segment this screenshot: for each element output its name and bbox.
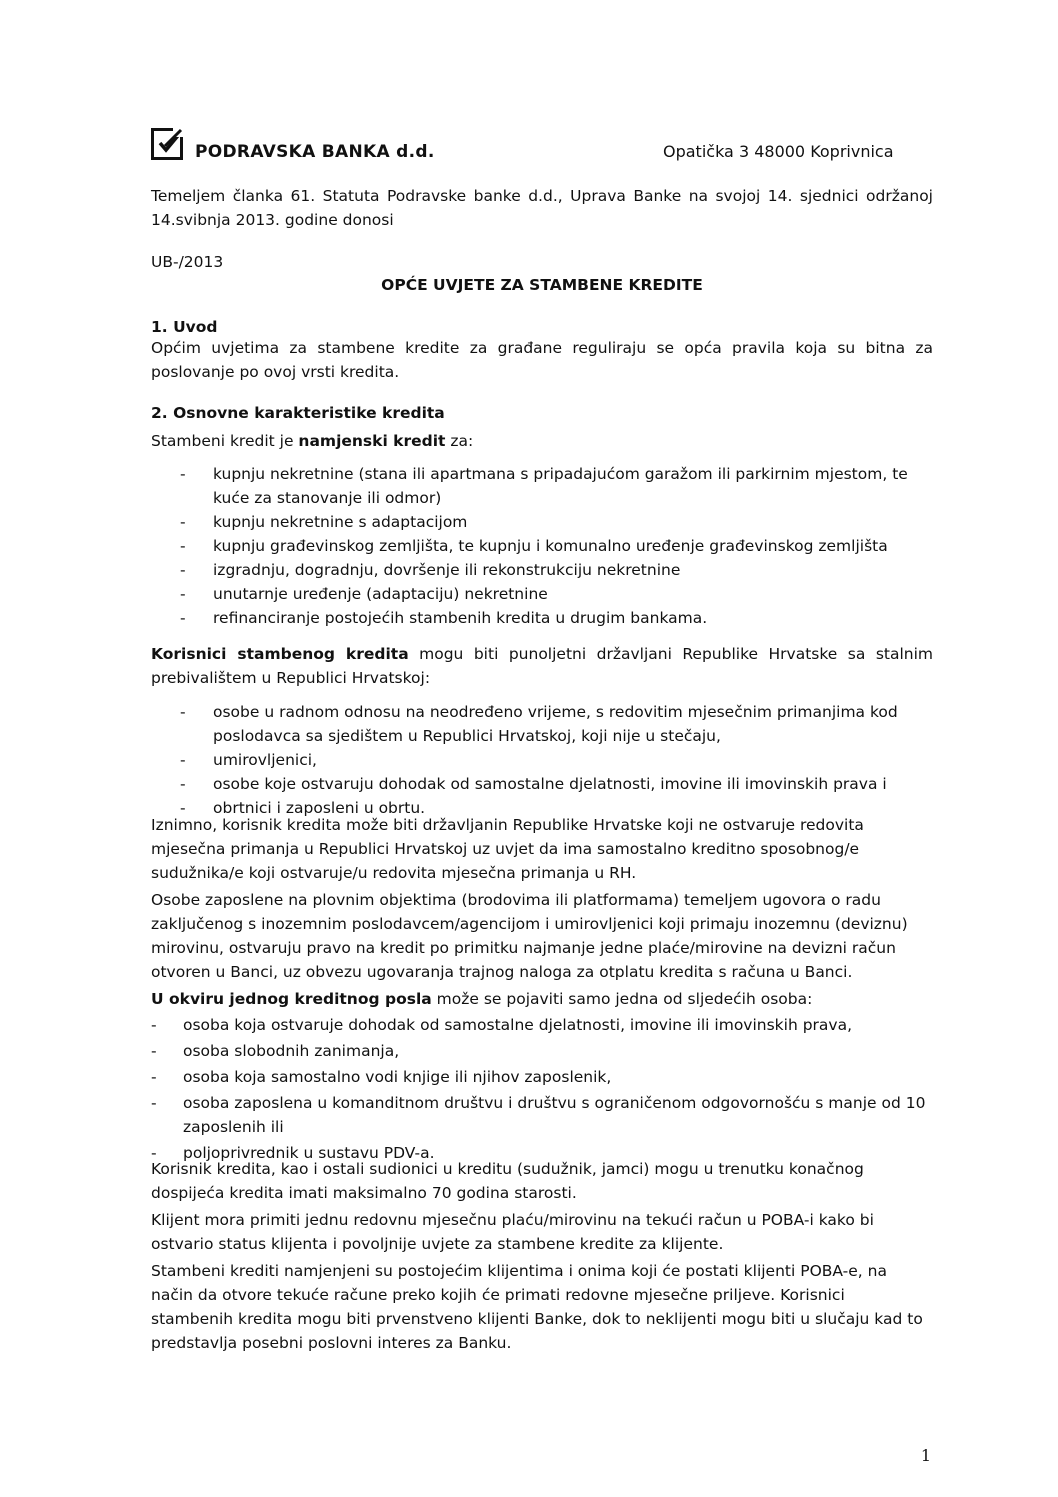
single-credit-bold: U okviru jednog kreditnog posla [151,990,432,1008]
list-item: - osoba zaposlena u komanditnom društvu i društvu s ograničenom odgovornošću s manje od 10 zaposlenih ili [151,1094,926,1136]
section-1-text: Općim uvjetima za stambene kredite za građane reguliraju se opća pravila koja su bitna za poslovanje po ovoj vrsti kredita. [151,339,933,381]
single-credit-list [151,1013,933,1167]
list-item: - unutarnje uređenje (adaptaciju) nekretnine [180,585,548,603]
purpose-sentence [151,429,933,453]
list-item: - kupnju nekretnine s adaptacijom [180,513,468,531]
document-title: OPĆE UVJETE ZA STAMBENE KREDITE [381,276,703,294]
single-credit-text: može se pojaviti samo jedna od sljedećih osoba: [431,990,813,1008]
list-item: - osoba slobodnih zanimanja, [151,1042,400,1060]
purpose-sentence-end: za: [445,432,474,450]
list-item: - kupnju nekretnine (stana ili apartmana s pripadajućom garažom ili parkirnim mjestom, te kuće za stanovanje ili odmor) [180,465,908,507]
purpose-sentence-start: Stambeni kredit je [151,432,299,450]
section-1-heading: 1. Uvod [151,318,218,336]
users-bold: Korisnici stambenog kredita [151,645,409,663]
list-item: - osoba koja samostalno vodi knjige ili njihov zaposlenik, [151,1068,612,1086]
foreign-workers-paragraph: Osobe zaposlene na plovnim objektima (brodovima ili platformama) temeljem ugovora o radu zaključenog s inozemnim poslodavcem/agencijom i umirovljenici koji primaju inozemnu (deviznu) mirovinu, ostvaruju pravo na kredit po primitku najmanje jedne plaće/mirovine na devizni račun otvoren u Banci, uz obvezu ugovaranja trajnog naloga za otplatu kredita s računa u Banci. [151,891,908,981]
letterhead [151,128,911,168]
list-item: - osoba koja ostvaruje dohodak od samostalne djelatnosti, imovine ili imovinskih prava, [151,1016,853,1034]
clients-paragraph: Stambeni krediti namjenjeni su postojećim klijentima i onima koji će postati klijenti POBA-e, na način da otvore tekuće račune preko kojih će primati redovne mjesečne priljeve. Korisnici stambenih kredita mogu biti prvenstveno klijenti Banke, dok to neklijenti mogu biti u slučaju kad to predstavlja posebni poslovni interes za Banku. [151,1262,923,1352]
age-paragraph: Korisnik kredita, kao i ostali sudionici u kreditu (sudužnik, jamci) mogu u trenutku konačnog dospijeća kredita imati maksimalno 70 godina starosti. [151,1160,864,1202]
list-item: - umirovljenici, [180,751,317,769]
list-item: - obrtnici i zaposleni u obrtu. [180,799,426,817]
list-item: - kupnju građevinskog zemljišta, te kupnju i komunalno uređenje građevinskog zemljišta [180,537,888,555]
list-item: - refinanciranje postojećih stambenih kredita u drugim bankama. [180,609,708,627]
page-number: 1 [920,1446,931,1465]
list-item: - poljoprivrednik u sustavu PDV-a. [151,1144,435,1162]
list-item: - osobe u radnom odnosu na neodređeno vrijeme, s redovitim mjesečnim primanjima kod poslodavca sa sjedištem u Republici Hrvatskoj, koji nije u stečaju, [180,703,898,745]
intro-paragraph: Temeljem članka 61. Statuta Podravske banke d.d., Uprava Banke na svojoj 14. sjednici održanoj 14.svibnja 2013. godine donosi [151,187,933,229]
bank-address: Opatička 3 48000 Koprivnica [663,142,894,161]
users-text: mogu biti punoljetni državljani Republike Hrvatske sa stalnim prebivalištem u Republici Hrvatskoj: [151,645,934,687]
bank-name: PODRAVSKA BANKA d.d. [195,142,435,162]
bank-logo-icon [151,128,183,160]
purpose-list [180,462,933,630]
document-number: UB-/2013 [151,253,224,271]
users-list [180,700,933,820]
exception-paragraph: Iznimno, korisnik kredita može biti državljanin Republike Hrvatske koji ne ostvaruje redovita mjesečna primanja u Republici Hrvatskoj uz uvjet da ima samostalno kreditno sposobnog/e sudužnika/e koji ostvaruje/u redovita mjesečna primanja u RH. [151,816,864,882]
single-credit-sentence [151,987,933,1011]
users-paragraph [151,642,933,690]
salary-paragraph: Klijent mora primiti jednu redovnu mjesečnu plaću/mirovinu na tekući račun u POBA-i kako bi ostvario status klijenta i povoljnije uvjete za stambene kredite za klijente. [151,1211,874,1253]
section-2-heading: 2. Osnovne karakteristike kredita [151,404,445,422]
list-item: - izgradnju, dogradnju, dovršenje ili rekonstrukciju nekretnine [180,561,681,579]
purpose-sentence-bold: namjenski kredit [298,432,446,450]
list-item: - osobe koje ostvaruju dohodak od samostalne djelatnosti, imovine ili imovinskih prava i [180,775,887,793]
